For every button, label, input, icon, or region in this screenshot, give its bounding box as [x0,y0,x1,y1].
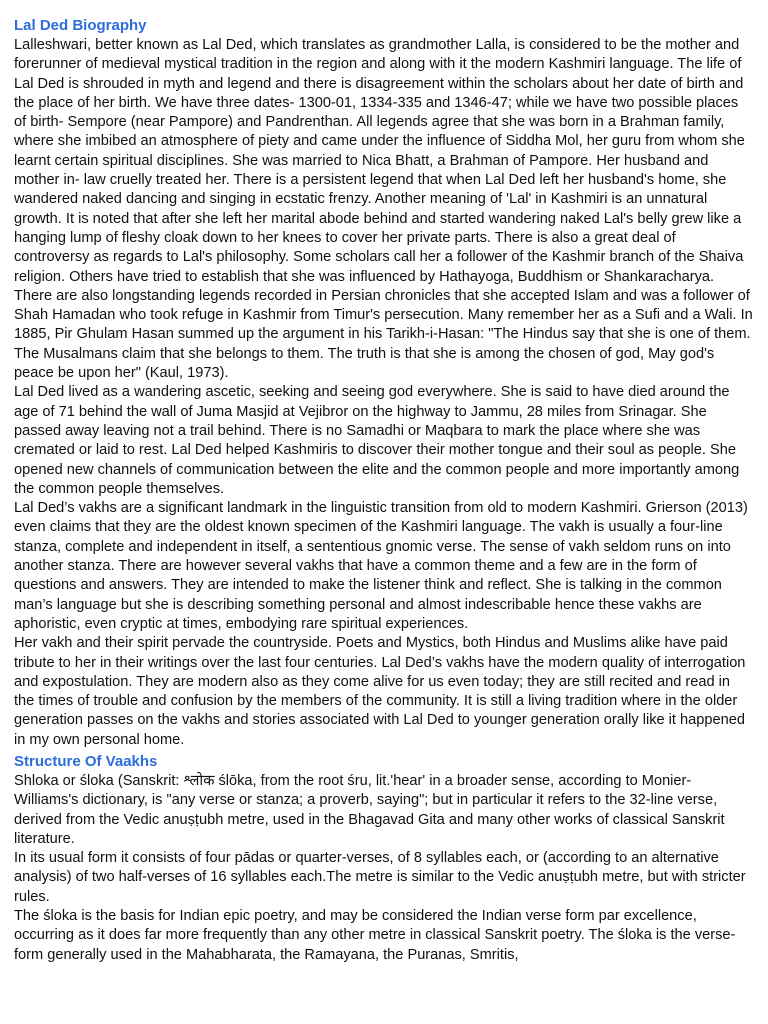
biography-paragraph-4: Her vakh and their spirit pervade the countryside. Poets and Mystics, both Hindus and Muslims alike have paid tribute to her in their writings over the last four centuries. Lal Ded’s vakhs have the modern quality of interrogation and expostulation. They are modern also as they come alive for us even today; they are still recited and read in the times of trouble and confusion by the members of the community. It is still a living tradition where in the older generation passes on the vakhs and stories associated with Lal Ded to younger generation orally like it happened in my own personal home. [14,635,746,748]
structure-paragraph-3: The śloka is the basis for Indian epic poetry, and may be considered the Indian verse form par excellence, occurring as it does far more frequently than any other metre in classical Sanskrit poetry. The śloka is the verse-form generally used in the Mahabharata, the Ramayana, the Puranas, Smritis, [14,908,736,963]
biography-paragraph-3: Lal Ded’s vakhs are a significant landmark in the linguistic transition from old to modern Kashmiri. Grierson (2013) even claims that they are the oldest known specimen of the Kashmiri language. The vakh is usually a four-line stanza, complete and independent in itself, a sententious gnomic verse. The sense of vakh seldom runs on into another stanza. There are however several vakhs that have a common theme and a few are in the form of questions and answers. They are intended to make the listener think and reflect. She is talking in the common man’s language but she is describing something personal and almost indescribable hence these vakhs are aphoristic, even cryptic at times, embodying rare spiritual experiences. [14,500,748,632]
structure-paragraph-2: In its usual form it consists of four pādas or quarter-verses, of 8 syllables each, or (according to an alternative analysis) of two half-verses of 16 syllables each.The metre is similar to the Vedic anuṣṭubh metre, but with stricter rules. [14,850,746,905]
section-heading-structure: Structure Of Vaakhs [14,752,158,770]
biography-paragraph-1: Lalleshwari, better known as Lal Ded, which translates as grandmother Lalla, is considered to be the mother and forerunner of medieval mystical tradition in the region and along with it the modern Kashmiri language. The life of Lal Ded is shrouded in myth and legend and there is disagreement within the scholars about her date of birth and the place of her birth. We have three dates- 1300-01, 1334-335 and 1346-47; while we have two possible places of birth- Sempore (near Pampore) and Pandrenthan. All legends agree that she was born in a Brahman family, where she imbibed an atmosphere of piety and came under the influence of Siddha Mol, her guru from whom she learnt certain spiritual disciplines. She was married to Nica Bhatt, a Brahman of Pampore. Her husband and mother in- law cruelly treated her. There is a persistent legend that when Lal Ded left her husband's home, she wandered naked dancing and singing in ecstatic frenzy. Another meaning of 'Lal' in Kashmiri is an unnatural growth. It is noted that after she left her marital abode behind and started wandering naked Lal's belly grew like a hanging lump of fleshy cloak down to her knees to cover her private parts. There is also a great deal of controversy as regards to Lal's philosophy. Some scholars call her a follower of the Kashmir branch of the Shaiva religion. Others have tried to establish that she was influenced by Hathayoga, Buddhism or Shankaracharya. There are also longstanding legends recorded in Persian chronicles that she accepted Islam and was a follower of Shah Hamadan who took refuge in Kashmir from Timur's persecution. Many remember her as a Sufi and a Wali. In 1885, Pir Ghulam Hasan summed up the argument in his Tarikh-i-Hasan: "The Hindus say that she is one of them. The Musalmans claim that she belongs to them. The truth is that she is among the chosen of god, May god's peace be upon her" (Kaul, 1973). [14,37,753,382]
biography-paragraph-2: Lal Ded lived as a wandering ascetic, seeking and seeing god everywhere. She is said to have died around the age of 71 behind the wall of Juma Masjid at Vejibror on the highway to Jammu, 28 miles from Srinagar. She passed away leaving not a trail behind. There is no Samadhi or Maqbara to mark the place where she was cremated or laid to rest. Lal Ded helped Kashmiris to discover their mother tongue and their soul as people. She opened new channels of communication between the elite and the common people and more importantly among the common people themselves. [14,384,740,497]
section-lal-ded-biography [14,16,754,750]
structure-paragraph-1: Shloka or śloka (Sanskrit: श्लोक ślōka, from the root śru, lit.'hear' in a broader sense, according to Monier-Williams's dictionary, is "any verse or stanza; a proverb, saying"; but in particular it refers to the 32-line verse, derived from the Vedic anuṣṭubh metre, used in the Bhagavad Gita and many other works of classical Sanskrit literature. [14,772,725,847]
section-heading-biography: Lal Ded Biography [14,17,147,34]
section-structure-of-vaakhs [14,752,754,965]
